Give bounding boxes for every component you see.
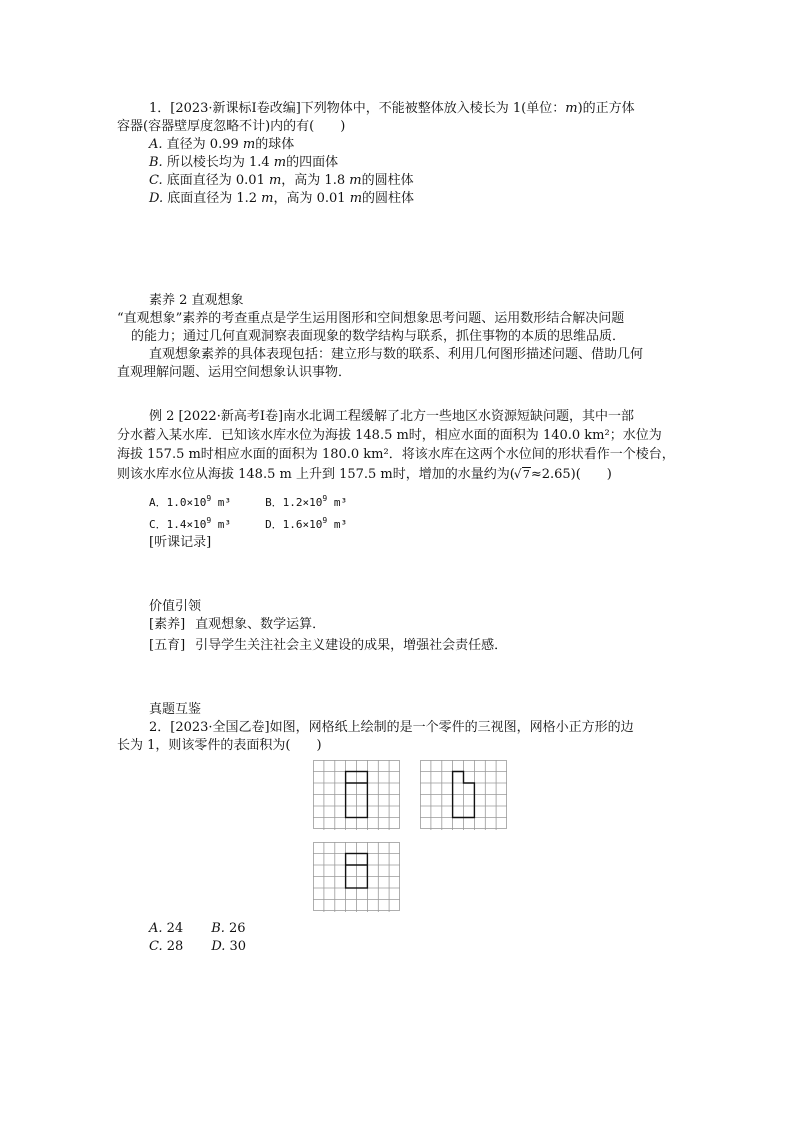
top-view-grid [313, 842, 400, 912]
value-guidance-title: 价值引领 [149, 599, 202, 614]
q1-option-b: B. 所以棱长均为 1.4 m的四面体 [149, 155, 339, 170]
q2-option-a: A. 24 [149, 921, 184, 936]
example2-options-row2 [149, 512, 347, 534]
mirror-title: 真题互鉴 [149, 702, 202, 717]
q2-option-c: C. 28 [149, 939, 184, 954]
example2-option-b: B．$1.2\times 10^9$ m³ [265, 494, 348, 509]
q2-option-b: B. 26 [211, 921, 246, 936]
literacy-paragraph1-line1: “直观想象”素养的考查重点是学生运用图形和空间想象思考问题、运用数形结合解决问题 [117, 311, 625, 326]
q2-options-row1 [149, 920, 246, 938]
sqrt-symbol: √ 7 [515, 466, 531, 484]
side-view-grid [420, 760, 507, 830]
example2-options-row1 [149, 490, 347, 512]
example2-line1: 例 2 [2022·新高考Ⅰ卷]南水北调工程缓解了北方一些地区水资源短缺问题，其中一部 [149, 409, 635, 424]
example2-line4: 则该水库水位从海拔 148.5 m 上升到 157.5 m时，增加的水量约为(√ 7≈2.65)( ) [117, 466, 612, 484]
example2-option-c: C．$1.4\times 10^9$ m³ [149, 516, 232, 531]
q2-option-d: D. 30 [211, 939, 247, 954]
q1-option-d: D. 底面直径为 1.2 m，高为 0.01 m的圆柱体 [149, 191, 415, 206]
listening-record-label: [听课记录] [149, 535, 212, 550]
example2-option-d: D．$1.6\times 10^9$ m³ [265, 516, 348, 531]
example2-line2: 分水蓄入某水库．已知该水库水位为海拔 148.5 m时，相应水面的面积为 140.0 km²；水位为 [117, 428, 662, 443]
q1-stem-line1: 1．[2023·新课标Ⅰ卷改编]下列物体中，不能被整体放入棱长为 1(单位：m)的正方体 [149, 101, 635, 116]
value-education-line: [五育] 引导学生关注社会主义建设的成果，增强社会责任感． [149, 638, 508, 653]
literacy-paragraph2-line2: 直观理解问题、运用空间想象认识事物． [117, 365, 352, 380]
q1-option-a: A. 直径为 0.99 m的球体 [149, 137, 295, 152]
q2-stem-line1: 2．[2023·全国乙卷]如图，网格纸上绘制的是一个零件的三视图，网格小正方形的边 [149, 720, 634, 735]
example2-line3: 海拔 157.5 m时相应水面的面积为 180.0 km²．将该水库在这两个水位间的形状看作一个棱台， [117, 447, 675, 462]
q1-option-c: C. 底面直径为 0.01 m，高为 1.8 m的圆柱体 [149, 173, 414, 188]
q1-stem-line2: 容器(容器壁厚度忽略不计)内的有( ) [117, 119, 346, 134]
value-literacy-line: [素养] 直观想象、数学运算． [149, 617, 326, 632]
front-view-grid [313, 760, 400, 830]
example2-option-a: A．$1.0\times 10^9$ m³ [149, 494, 232, 509]
q2-stem-line2: 长为 1，则该零件的表面积为( ) [117, 738, 322, 753]
literacy-paragraph2-line1: 直观想象素养的具体表现包括：建立形与数的联系、利用几何图形描述问题、借助几何 [149, 347, 644, 362]
literacy-title: 素养 2 直观想象 [149, 293, 244, 308]
q2-options-row2 [149, 938, 246, 956]
literacy-paragraph1-line2: 的能力；通过几何直观洞察表面现象的数学结构与联系，抓住事物的本质的思维品质． [131, 329, 626, 344]
